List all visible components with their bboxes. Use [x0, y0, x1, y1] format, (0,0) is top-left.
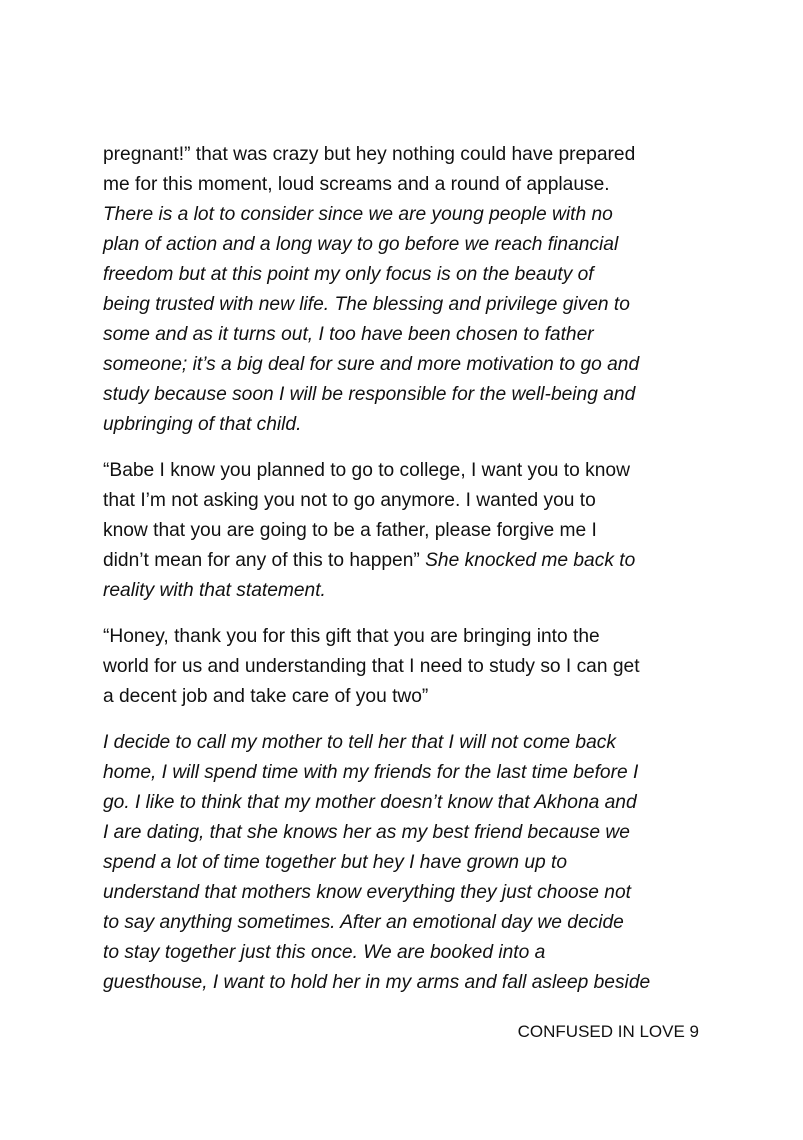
text-line: pregnant!” that was crazy but hey nothing could have prepared [103, 144, 636, 165]
text-line [103, 486, 703, 516]
text-segment: reality with that statement. [103, 580, 326, 601]
text-line [103, 576, 703, 606]
text-line [103, 546, 703, 576]
paragraph [103, 456, 703, 606]
text-line: some and as it turns out, I too have been chosen to father [103, 324, 594, 345]
text-line: go. I like to think that my mother doesn’t know that Akhona and [103, 792, 637, 813]
body-text [103, 140, 703, 998]
text-line: to stay together just this once. We are booked into a [103, 942, 546, 963]
text-line: freedom but at this point my only focus is on the beauty of [103, 264, 594, 285]
text-line [103, 516, 703, 546]
text-line: to say anything sometimes. After an emotional day we decide [103, 912, 624, 933]
paragraph-spacer [103, 440, 703, 456]
text-line: I decide to call my mother to tell her that I will not come back [103, 732, 616, 753]
text-line: me for this moment, loud screams and a round of applause. [103, 174, 610, 195]
text-segment: that I’m not asking you not to go anymore. I wanted you to [103, 490, 596, 511]
text-line: a decent job and take care of you two” [103, 686, 429, 707]
paragraph-spacer [103, 712, 703, 728]
text-segment: “Babe I know you planned to go to college, I want you to know [103, 460, 630, 481]
text-segment: She knocked me back to [425, 550, 636, 571]
text-segment: didn’t mean for any of this to happen” [103, 550, 426, 571]
text-line: world for us and understanding that I need to study so I can get [103, 656, 640, 677]
text-line: study because soon I will be responsible for the well-being and [103, 384, 636, 405]
text-line [103, 456, 703, 486]
page-footer: CONFUSED IN LOVE 9 [517, 1022, 699, 1041]
text-line: plan of action and a long way to go before we reach financial [103, 234, 619, 255]
text-line: someone; it’s a big deal for sure and more motivation to go and [103, 354, 640, 375]
text-line: spend a lot of time together but hey I have grown up to [103, 852, 567, 873]
text-line: being trusted with new life. The blessing and privilege given to [103, 294, 630, 315]
paragraph-spacer [103, 606, 703, 622]
text-line: “Honey, thank you for this gift that you are bringing into the [103, 626, 600, 647]
paragraph [103, 140, 703, 440]
text-line: home, I will spend time with my friends for the last time before I [103, 762, 639, 783]
text-line: There is a lot to consider since we are young people with no [103, 204, 613, 225]
text-line: guesthouse, I want to hold her in my arms and fall asleep beside [103, 972, 651, 993]
text-line: upbringing of that child. [103, 414, 302, 435]
text-line: understand that mothers know everything they just choose not [103, 882, 631, 903]
text-line: I are dating, that she knows her as my best friend because we [103, 822, 630, 843]
paragraph [103, 622, 703, 712]
paragraph [103, 728, 703, 998]
text-segment: know that you are going to be a father, please forgive me I [103, 520, 597, 541]
